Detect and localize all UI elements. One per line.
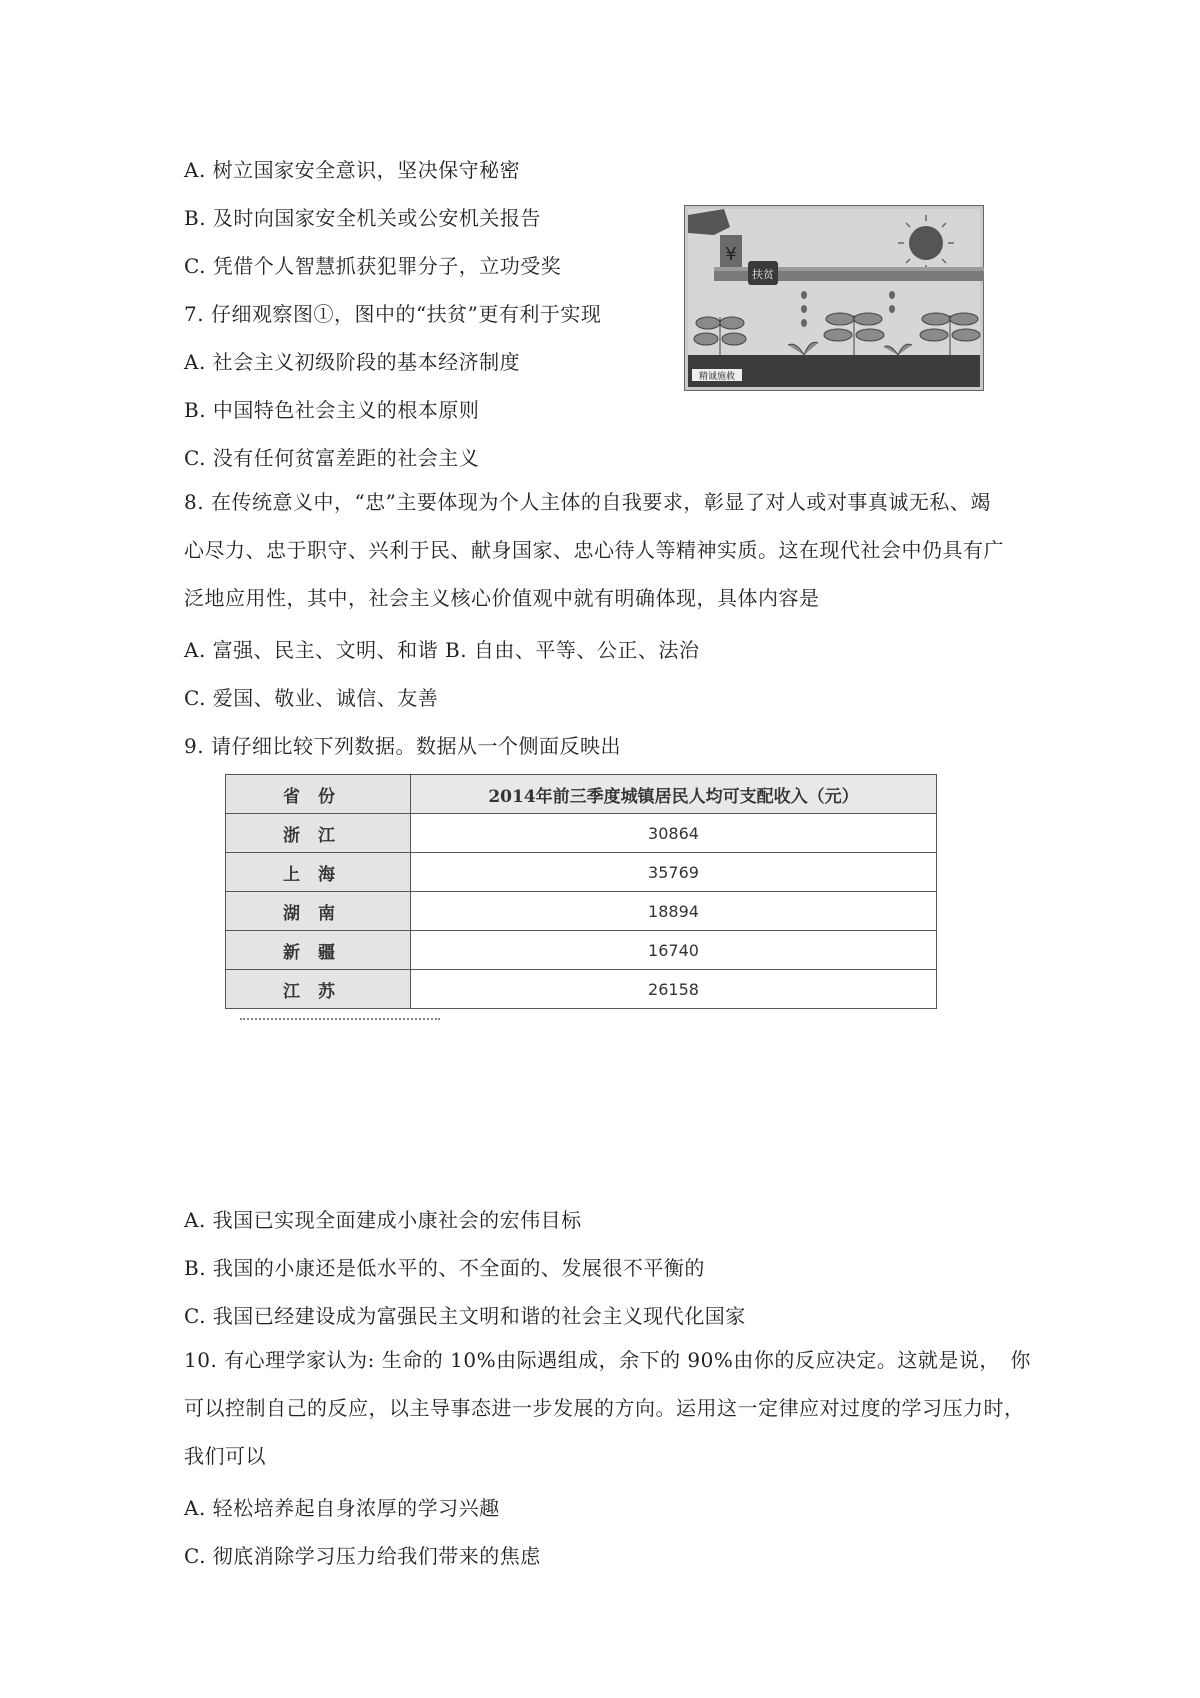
q6-option-c: C. 凭借个人智慧抓获犯罪分子，立功受奖	[184, 254, 562, 278]
province-cell: 新疆	[226, 931, 411, 970]
q9-option-a: A. 我国已实现全面建成小康社会的宏伟目标	[184, 1208, 582, 1232]
q7-option-b: B. 中国特色社会主义的根本原则	[184, 398, 480, 422]
q10-stem-row: 可以控制自己的反应，以主导事态进一步发展的方向。运用这一定律应对过度的学习压力时，	[184, 1396, 1025, 1420]
q8-option-ab: A. 富强、民主、文明、和谐 B. 自由、平等、公正、法治	[184, 638, 700, 662]
q10-option-a: A. 轻松培养起自身浓厚的学习兴趣	[184, 1496, 500, 1520]
table-row	[226, 892, 937, 931]
q8-option-c: C. 爱国、敬业、诚信、友善	[184, 686, 439, 710]
table-header-province: 省份	[226, 775, 411, 814]
q6-option-a: A. 树立国家安全意识，坚决保守秘密	[184, 158, 521, 182]
q10-stem-row: 10. 有心理学家认为: 生命的 10%由际遇组成，余下的 90%由你的反应决定。这就是说， 你	[184, 1348, 1031, 1372]
svg-text:¥: ¥	[725, 244, 737, 265]
income-cell: 26158	[411, 970, 937, 1009]
cartoon-caption: 精诚施救	[698, 372, 736, 382]
income-cell: 30864	[411, 814, 937, 853]
q10-stem	[184, 1336, 1034, 1480]
province-cell: 上海	[226, 853, 411, 892]
q7-option-c: C. 没有任何贫富差距的社会主义	[184, 446, 480, 470]
q9-option-b: B. 我国的小康还是低水平的、不全面的、发展很不平衡的	[184, 1256, 705, 1280]
q9-stem: 9. 请仔细比较下列数据。数据从一个侧面反映出	[184, 734, 621, 758]
q8-stem-row: 泛地应用性，其中，社会主义核心价值观中就有明确体现，具体内容是	[184, 586, 820, 610]
table-header-income: 2014年前三季度城镇居民人均可支配收入（元）	[411, 775, 937, 814]
table-row	[226, 931, 937, 970]
q10-option-c: C. 彻底消除学习压力给我们带来的焦虑	[184, 1544, 541, 1568]
income-table	[225, 774, 937, 1009]
table-row	[226, 970, 937, 1009]
q8-stem	[184, 478, 1034, 622]
q9-option-c: C. 我国已经建设成为富强民主文明和谐的社会主义现代化国家	[184, 1304, 746, 1328]
sun-icon	[909, 226, 943, 260]
table-source-note	[240, 1018, 440, 1026]
pipe-label: 扶贫	[752, 268, 774, 281]
q7-option-a: A. 社会主义初级阶段的基本经济制度	[184, 350, 521, 374]
table-row	[226, 853, 937, 892]
q10-stem-row: 我们可以	[184, 1444, 266, 1468]
table-row	[226, 814, 937, 853]
income-cell: 16740	[411, 931, 937, 970]
q8-stem-row: 心尽力、忠于职守、兴利于民、献身国家、忠心待人等精神实质。这在现代社会中仍具有广	[184, 538, 1004, 562]
q6-option-b: B. 及时向国家安全机关或公安机关报告	[184, 206, 541, 230]
q8-stem-row: 8. 在传统意义中，“忠”主要体现为个人主体的自我要求，彰显了对人或对事真诚无私、竭	[184, 490, 991, 514]
q7-stem: 7. 仔细观察图①，图中的“扶贫”更有利于实现	[184, 302, 602, 326]
province-cell: 江苏	[226, 970, 411, 1009]
poverty-alleviation-cartoon	[684, 205, 984, 391]
income-cell: 35769	[411, 853, 937, 892]
province-cell: 浙江	[226, 814, 411, 853]
income-cell: 18894	[411, 892, 937, 931]
province-cell: 湖南	[226, 892, 411, 931]
